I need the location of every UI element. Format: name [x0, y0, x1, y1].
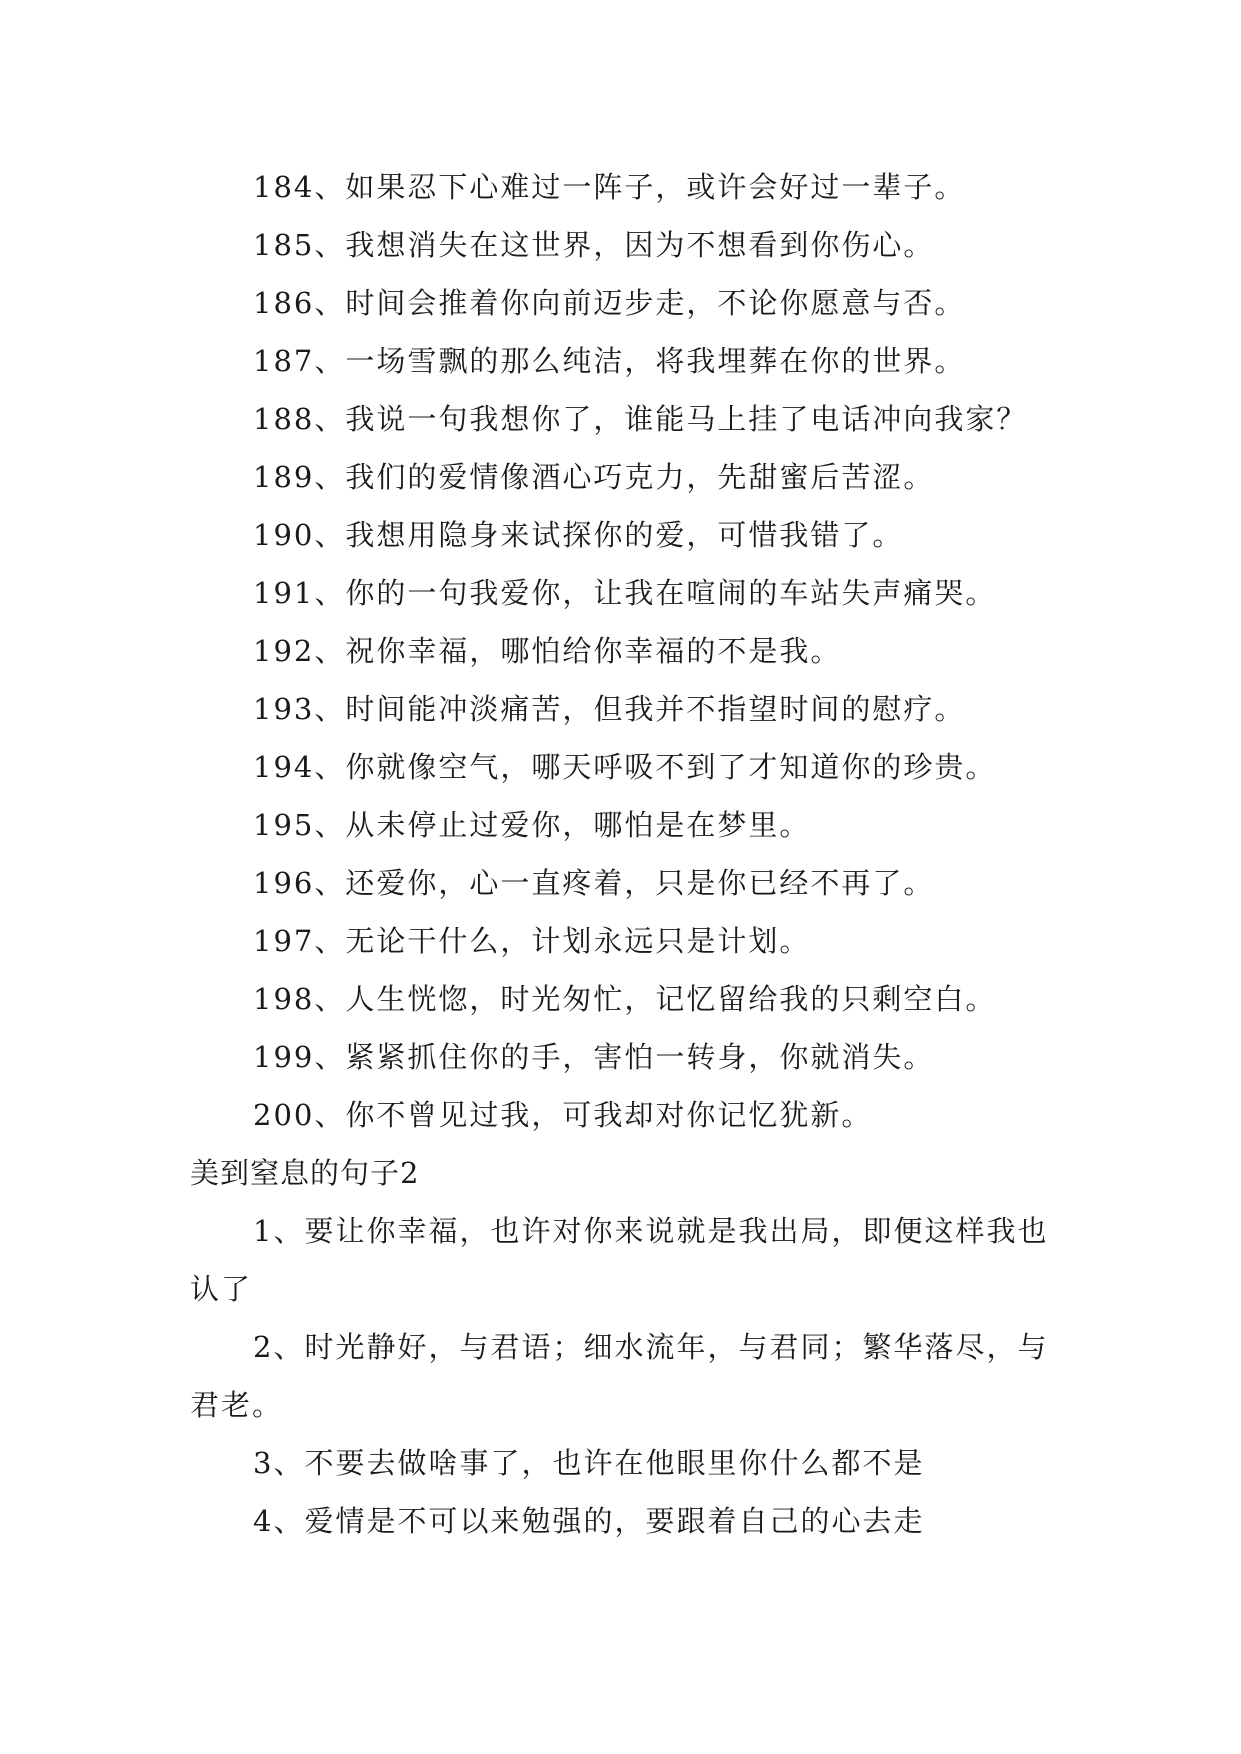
list-item: 196、还爱你，心一直疼着，只是你已经不再了。 — [253, 866, 935, 900]
list-item: 189、我们的爱情像酒心巧克力，先甜蜜后苦涩。 — [253, 460, 935, 494]
list-item: 4、爱情是不可以来勉强的，要跟着自己的心去走 — [253, 1504, 925, 1538]
list-item: 2、时光静好，与君语；细水流年，与君同；繁华落尽，与君老。 — [190, 1330, 1049, 1422]
document-body — [190, 158, 1060, 1550]
list-item: 198、人生恍惚，时光匆忙，记忆留给我的只剩空白。 — [253, 982, 997, 1016]
list-item: 197、无论干什么，计划永远只是计划。 — [253, 924, 811, 958]
list-item: 187、一场雪飘的那么纯洁，将我埋葬在你的世界。 — [253, 344, 966, 378]
list-item: 199、紧紧抓住你的手，害怕一转身，你就消失。 — [253, 1040, 935, 1074]
list-item: 200、你不曾见过我，可我却对你记忆犹新。 — [253, 1098, 873, 1132]
list-item: 186、时间会推着你向前迈步走，不论你愿意与否。 — [253, 286, 966, 320]
list-item: 3、不要去做啥事了，也许在他眼里你什么都不是 — [253, 1446, 925, 1480]
list-item: 194、你就像空气，哪天呼吸不到了才知道你的珍贵。 — [253, 750, 997, 784]
list-item: 184、如果忍下心难过一阵子，或许会好过一辈子。 — [253, 170, 966, 204]
list-item: 193、时间能冲淡痛苦，但我并不指望时间的慰疗。 — [253, 692, 966, 726]
list-item: 192、祝你幸福，哪怕给你幸福的不是我。 — [253, 634, 842, 668]
list-item: 1、要让你幸福，也许对你来说就是我出局，即便这样我也认了 — [190, 1214, 1049, 1306]
section-heading: 美到窒息的句子2 — [190, 1156, 420, 1190]
list-item: 190、我想用隐身来试探你的爱，可惜我错了。 — [253, 518, 904, 552]
list-item: 185、我想消失在这世界，因为不想看到你伤心。 — [253, 228, 935, 262]
list-item: 195、从未停止过爱你，哪怕是在梦里。 — [253, 808, 811, 842]
list-item: 188、我说一句我想你了，谁能马上挂了电话冲向我家？ — [253, 402, 1028, 436]
list-item: 191、你的一句我爱你，让我在喧闹的车站失声痛哭。 — [253, 576, 997, 610]
